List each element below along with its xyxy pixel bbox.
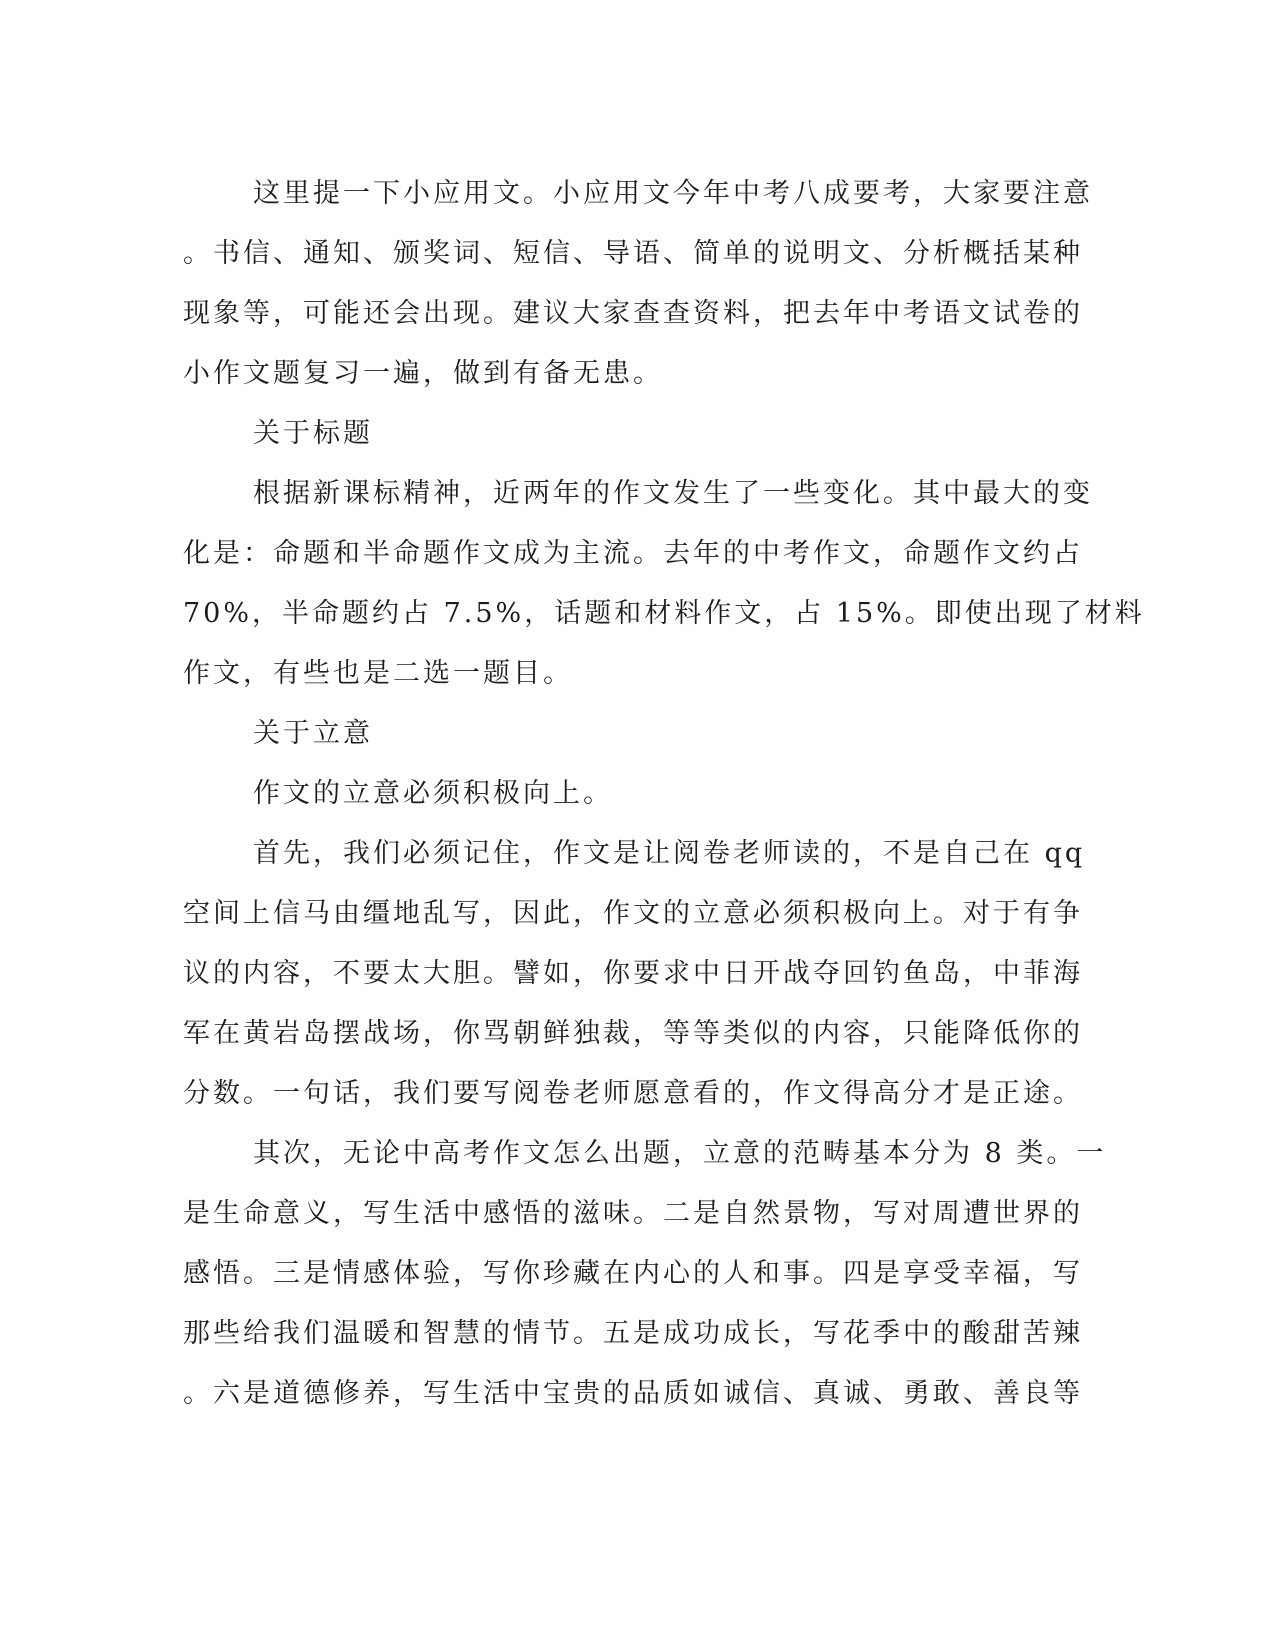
text-line: 空间上信马由缰地乱写，因此，作文的立意必须积极向上。对于有争	[183, 898, 1083, 929]
text-line: 军在黄岩岛摆战场，你骂朝鲜独裁，等等类似的内容，只能降低你的	[183, 1018, 1083, 1049]
text-line: 化是：命题和半命题作文成为主流。去年的中考作文，命题作文约占	[183, 538, 1083, 569]
text-line: 作文的立意必须积极向上。	[253, 778, 613, 809]
text-line: 小作文题复习一遍，做到有备无患。	[183, 358, 663, 389]
text-line: 。书信、通知、颁奖词、短信、导语、简单的说明文、分析概括某种	[183, 238, 1083, 269]
section-heading-title: 关于标题	[253, 418, 373, 449]
text-line: 。六是道德修养，写生活中宝贵的品质如诚信、真诚、勇敢、善良等	[183, 1378, 1083, 1409]
section-heading-theme: 关于立意	[253, 718, 373, 749]
text-line: 70%，半命题约占 7.5%，话题和材料作文，占 15%。即使出现了材料	[183, 598, 1145, 629]
text-line: 首先，我们必须记住，作文是让阅卷老师读的，不是自己在 qq	[253, 838, 1086, 869]
text-line: 现象等，可能还会出现。建议大家查查资料，把去年中考语文试卷的	[183, 298, 1083, 329]
text-line: 感悟。三是情感体验，写你珍藏在内心的人和事。四是享受幸福，写	[183, 1258, 1083, 1289]
text-line: 作文，有些也是二选一题目。	[183, 658, 573, 689]
text-line: 这里提一下小应用文。小应用文今年中考八成要考，大家要注意	[253, 178, 1093, 209]
text-line: 是生命意义，写生活中感悟的滋味。二是自然景物，写对周遭世界的	[183, 1198, 1083, 1229]
text-line: 其次，无论中高考作文怎么出题，立意的范畴基本分为 8 类。一	[253, 1138, 1107, 1169]
document-body	[183, 164, 1145, 1424]
text-line: 根据新课标精神，近两年的作文发生了一些变化。其中最大的变	[253, 478, 1093, 509]
text-line: 那些给我们温暖和智慧的情节。五是成功成长，写花季中的酸甜苦辣	[183, 1318, 1083, 1349]
text-line: 分数。一句话，我们要写阅卷老师愿意看的，作文得高分才是正途。	[183, 1078, 1083, 1109]
text-line: 议的内容，不要太大胆。譬如，你要求中日开战夺回钓鱼岛，中菲海	[183, 958, 1083, 989]
